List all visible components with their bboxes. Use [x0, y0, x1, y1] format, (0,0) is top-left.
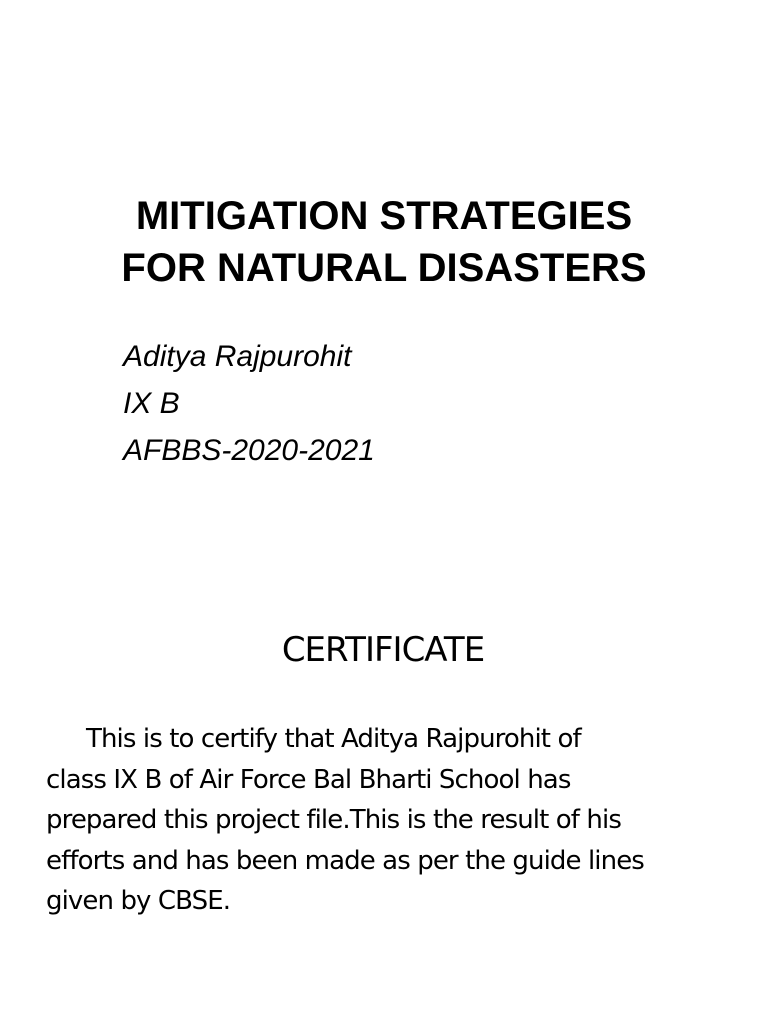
author-class: IX B: [123, 387, 180, 420]
title-line-1: MITIGATION STRATEGIES: [135, 194, 633, 238]
document-title: [0, 190, 768, 294]
certificate-line-4: efforts and has been made as per the guide lines: [46, 845, 644, 876]
author-name: Aditya Rajpurohit: [123, 340, 352, 373]
title-line-2: FOR NATURAL DISASTERS: [121, 246, 647, 290]
author-info: [123, 333, 375, 474]
certificate-body: [46, 719, 736, 922]
certificate-line-5: given by CBSE.: [46, 886, 231, 916]
certificate-line-1: This is to certify that Aditya Rajpurohit of: [86, 724, 581, 754]
certificate-line-3: prepared this project file.This is the result of his: [46, 805, 621, 835]
certificate-heading: CERTIFICATE: [281, 630, 485, 670]
author-school-year: AFBBS-2020-2021: [123, 434, 375, 467]
certificate-line-2: class IX B of Air Force Bal Bharti School has: [46, 764, 571, 795]
